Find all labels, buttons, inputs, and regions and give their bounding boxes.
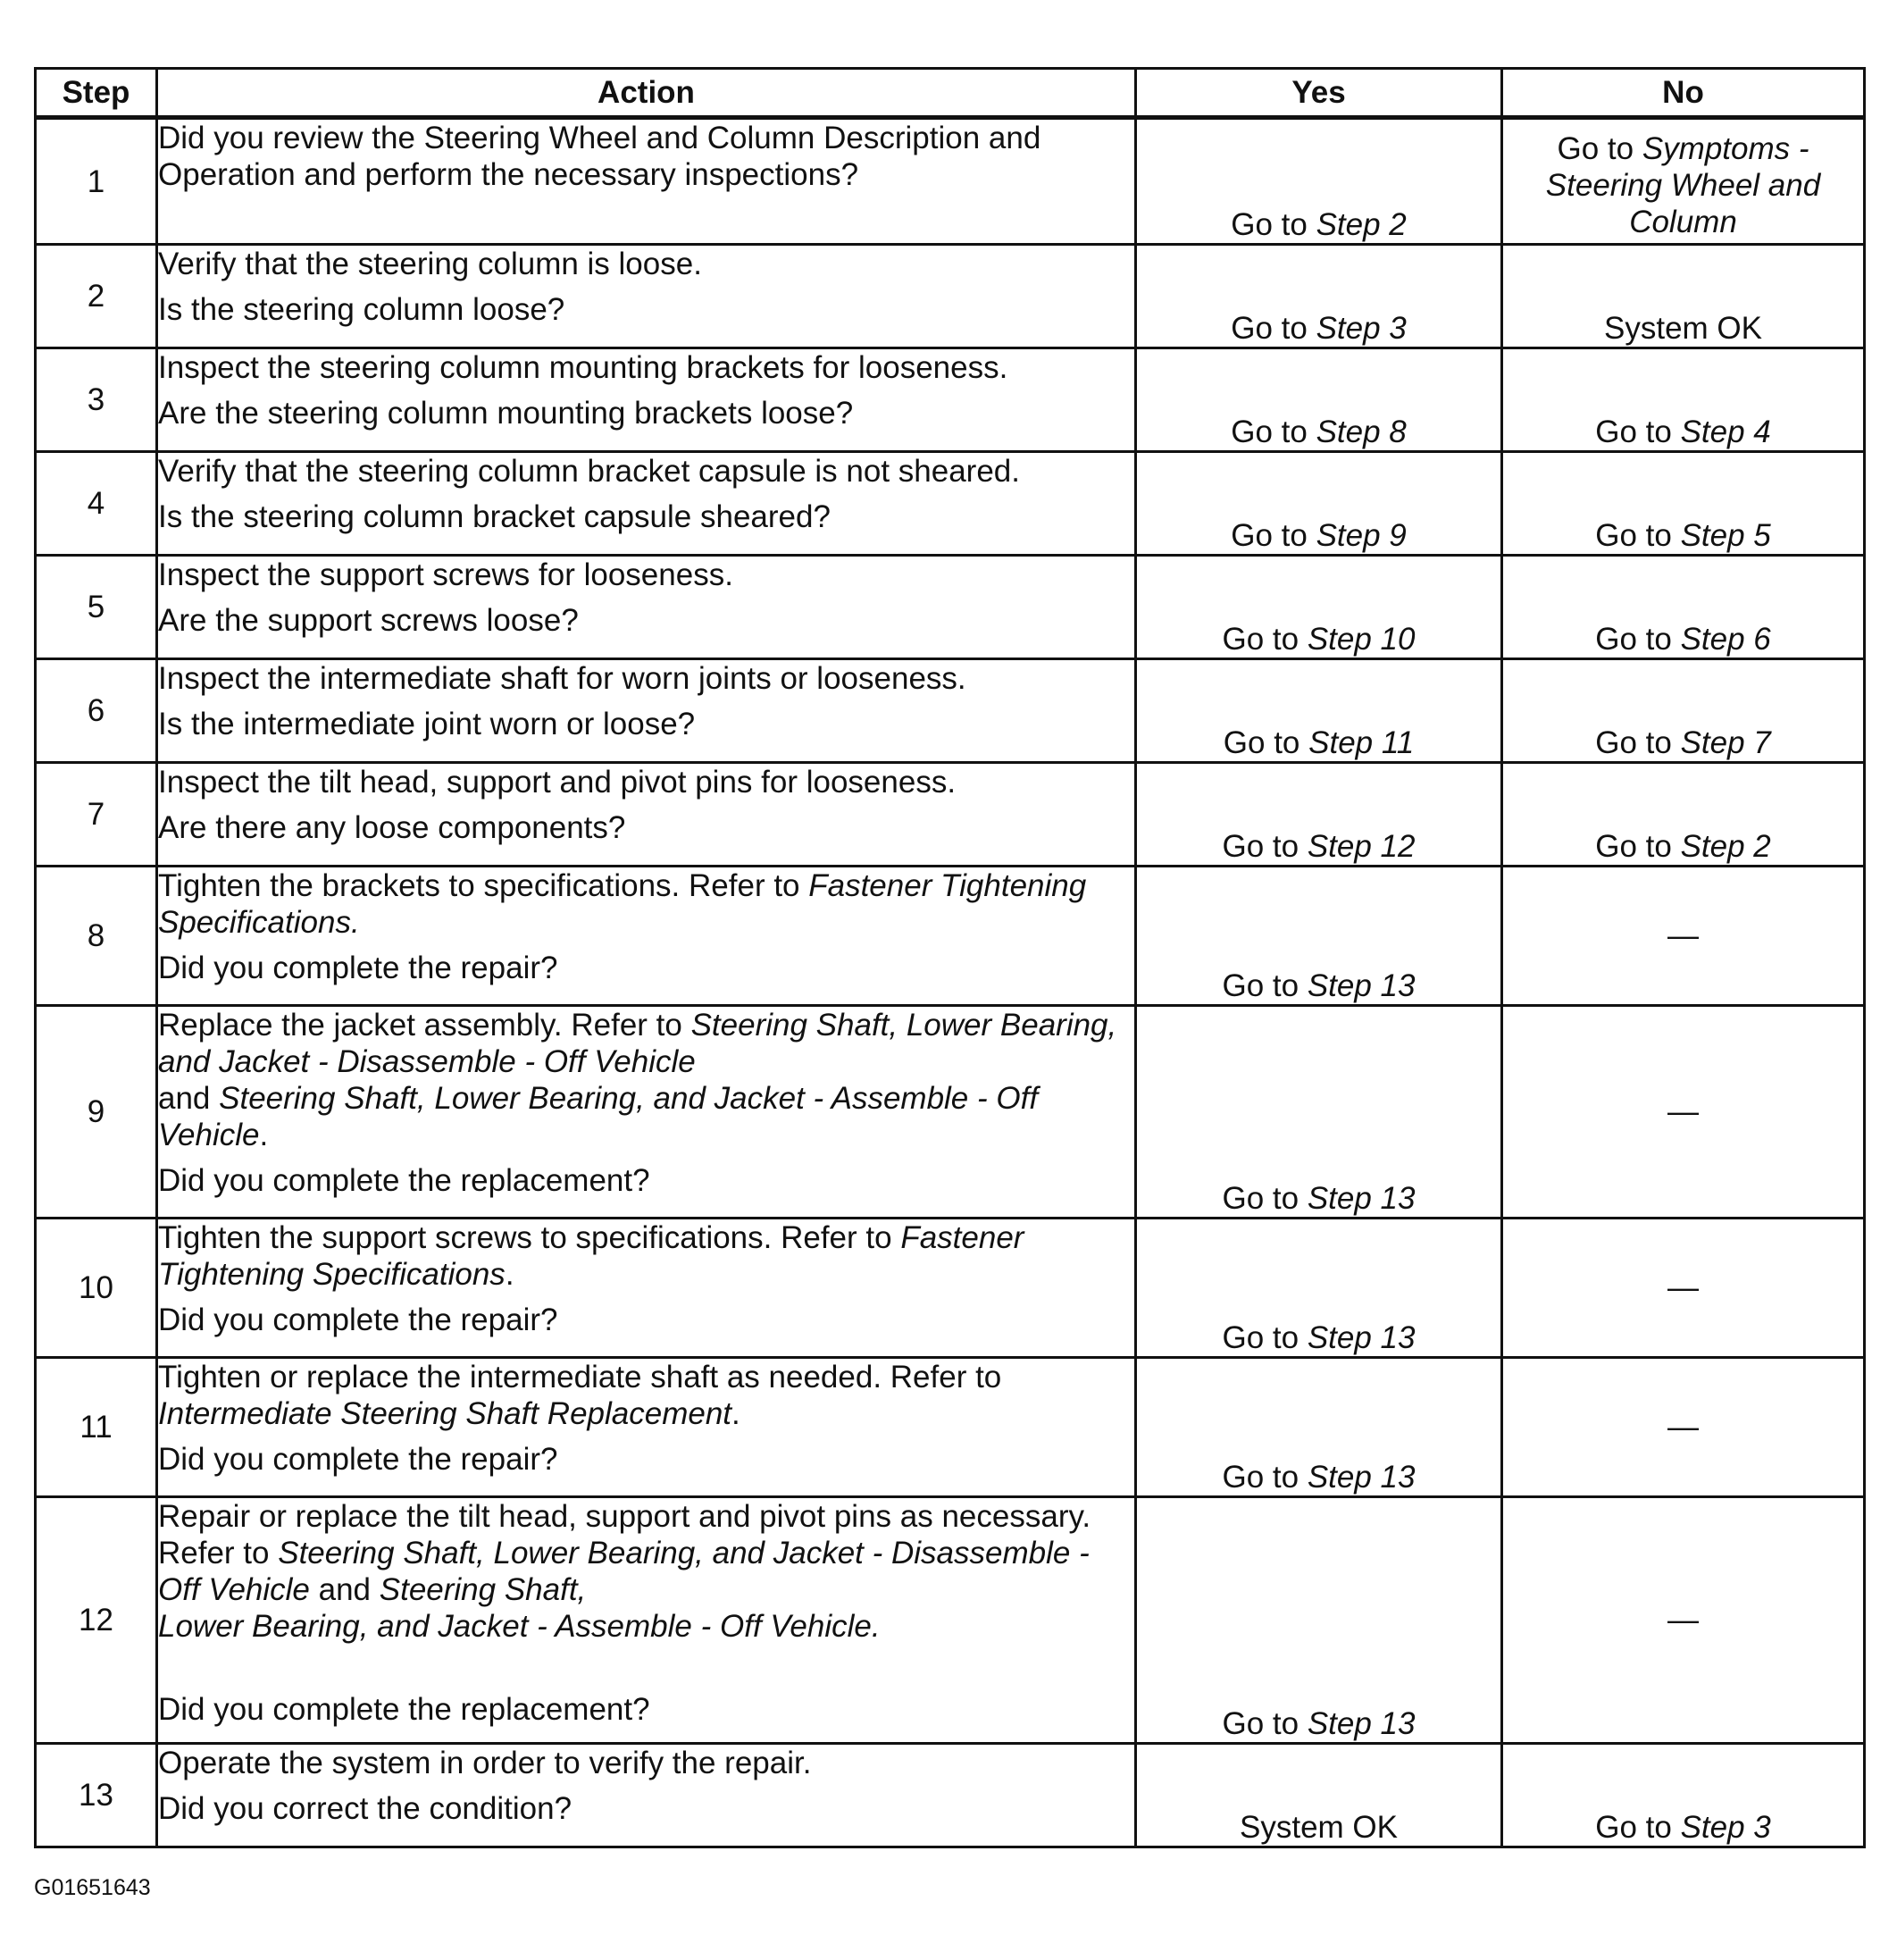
text-run: Tighten or replace the intermediate shaft as needed. Refer to	[158, 1360, 1002, 1395]
no-result	[1502, 1219, 1865, 1358]
reference-text: Step 12	[1307, 829, 1416, 864]
text-run: Did you complete the repair?	[158, 951, 558, 985]
text-run: Go to	[1231, 518, 1316, 553]
action-cell	[157, 1219, 1136, 1358]
text-run: Tighten the support screws to specifications. Refer to	[158, 1220, 901, 1255]
table-row	[36, 245, 1865, 348]
yes-result	[1136, 245, 1502, 348]
step-number: 10	[36, 1219, 157, 1358]
action-question	[158, 291, 1134, 328]
yes-result	[1136, 556, 1502, 659]
text-run: Repair or replace the tilt head, support and pivot pins as necessary. Refer to	[158, 1499, 1091, 1571]
reference-text: Step 9	[1316, 518, 1407, 553]
yes-result	[1136, 452, 1502, 556]
text-run: Go to	[1222, 829, 1308, 864]
step-number: 11	[36, 1358, 157, 1497]
action-instruction	[158, 1007, 1134, 1153]
text-run: Did you complete the replacement?	[158, 1163, 650, 1198]
reference-text: Steering Shaft, Lower Bearing, and Jacket - Disassemble - Off Vehicle	[158, 1008, 1117, 1079]
action-instruction	[158, 557, 1134, 593]
text-run: Inspect the support screws for looseness.	[158, 557, 733, 592]
text-run: Inspect the steering column mounting brackets for looseness.	[158, 350, 1008, 385]
step-number: 9	[36, 1006, 157, 1219]
action-instruction	[158, 349, 1134, 386]
action-cell	[157, 763, 1136, 867]
action-question	[158, 1302, 1134, 1338]
text-run: Go to	[1231, 207, 1316, 242]
table-row	[36, 1497, 1865, 1744]
no-result	[1502, 452, 1865, 556]
text-run: Go to	[1222, 1460, 1308, 1495]
reference-text: Steering Shaft, Lower Bearing, and Jacket - Assemble - Off Vehicle	[158, 1081, 1039, 1152]
yes-result	[1136, 118, 1502, 245]
text-run: Go to	[1595, 725, 1681, 760]
action-question	[158, 809, 1134, 846]
reference-text: Steering Shaft, Lower Bearing, and Jacket - Disassemble - Off Vehicle	[158, 1536, 1090, 1607]
no-result	[1502, 1358, 1865, 1497]
step-number: 6	[36, 659, 157, 763]
text-run: Replace the jacket assembly. Refer to	[158, 1008, 691, 1043]
text-run: —	[1667, 918, 1699, 953]
text-run: and	[158, 1081, 220, 1116]
action-cell	[157, 118, 1136, 245]
action-cell	[157, 1744, 1136, 1847]
text-run: Go to	[1557, 131, 1642, 166]
text-run: —	[1667, 1094, 1699, 1129]
text-run: —	[1667, 1603, 1699, 1638]
text-run: Verify that the steering column bracket capsule is not sheared.	[158, 454, 1020, 489]
action-instruction	[158, 1219, 1134, 1293]
text-run: Go to	[1595, 829, 1681, 864]
reference-text: Steering Shaft,	[379, 1572, 587, 1607]
text-run: Go to	[1595, 415, 1681, 449]
step-number: 13	[36, 1744, 157, 1847]
table-row	[36, 118, 1865, 245]
no-result	[1502, 1744, 1865, 1847]
reference-text: Step 13	[1307, 1706, 1416, 1741]
header-action: Action	[157, 69, 1136, 118]
text-run: Are the support screws loose?	[158, 603, 579, 638]
reference-text: Step 2	[1680, 829, 1771, 864]
action-question	[158, 1162, 1134, 1199]
yes-result	[1136, 1219, 1502, 1358]
text-run: Go to	[1222, 1320, 1308, 1355]
action-cell	[157, 1006, 1136, 1219]
text-run: Go to	[1231, 311, 1316, 346]
action-cell	[157, 1497, 1136, 1744]
reference-text: Step 13	[1307, 1460, 1416, 1495]
reference-text: Step 2	[1316, 207, 1407, 242]
text-run: Verify that the steering column is loose.	[158, 247, 702, 281]
diagnostic-table	[34, 67, 1866, 1848]
text-run: Go to	[1223, 725, 1309, 760]
action-instruction	[158, 453, 1134, 490]
header-row	[36, 69, 1865, 118]
header-step: Step	[36, 69, 157, 118]
text-run: Go to	[1222, 622, 1308, 657]
text-run: System OK	[1240, 1810, 1398, 1845]
reference-text: Intermediate Steering Shaft Replacement	[158, 1396, 732, 1431]
reference-text: Step 13	[1307, 1320, 1416, 1355]
text-run: Go to	[1222, 968, 1308, 1003]
action-question	[158, 395, 1134, 431]
action-instruction	[158, 1498, 1134, 1645]
text-run: Did you complete the repair?	[158, 1302, 558, 1337]
reference-text: Step 6	[1680, 622, 1771, 657]
text-run: and	[309, 1572, 380, 1607]
text-run: Go to	[1222, 1181, 1308, 1216]
reference-text: Fastener Tightening Specifications	[158, 1220, 1024, 1292]
reference-text: Lower Bearing, and Jacket - Assemble - Off Vehicle.	[158, 1609, 881, 1644]
text-run: Is the steering column loose?	[158, 292, 565, 327]
reference-text: Step 13	[1307, 968, 1416, 1003]
text-run: —	[1667, 1270, 1699, 1305]
reference-text: Step 5	[1680, 518, 1771, 553]
step-number: 5	[36, 556, 157, 659]
text-run: Go to	[1595, 1810, 1681, 1845]
action-cell	[157, 245, 1136, 348]
text-run: Go to	[1222, 1706, 1308, 1741]
text-run: Go to	[1595, 622, 1681, 657]
yes-result	[1136, 659, 1502, 763]
text-run: Inspect the tilt head, support and pivot pins for looseness.	[158, 765, 957, 800]
reference-text: Step 3	[1316, 311, 1407, 346]
reference-text: Step 4	[1680, 415, 1771, 449]
text-run: Is the steering column bracket capsule sheared?	[158, 499, 831, 534]
action-question	[158, 1790, 1134, 1827]
reference-text: Step 11	[1308, 725, 1415, 760]
no-result	[1502, 659, 1865, 763]
table-row	[36, 659, 1865, 763]
table-row	[36, 556, 1865, 659]
action-question	[158, 1441, 1134, 1478]
text-run: Are the steering column mounting brackets loose?	[158, 396, 854, 431]
text-run: Did you complete the repair?	[158, 1442, 558, 1477]
reference-text: Symptoms - Steering Wheel and Column	[1545, 131, 1821, 239]
yes-result	[1136, 1006, 1502, 1219]
step-number: 3	[36, 348, 157, 452]
table-row	[36, 1358, 1865, 1497]
step-number: 1	[36, 118, 157, 245]
action-cell	[157, 867, 1136, 1006]
yes-result	[1136, 1744, 1502, 1847]
reference-text: Step 10	[1307, 622, 1416, 657]
yes-result	[1136, 348, 1502, 452]
no-result	[1502, 867, 1865, 1006]
text-run: Did you correct the condition?	[158, 1791, 572, 1826]
no-result	[1502, 556, 1865, 659]
table-body	[36, 118, 1865, 1847]
no-result	[1502, 763, 1865, 867]
text-run: System OK	[1604, 311, 1762, 346]
no-result	[1502, 348, 1865, 452]
reference-text: Step 7	[1680, 725, 1771, 760]
text-run: .	[505, 1257, 514, 1292]
header-no: No	[1502, 69, 1865, 118]
table-row	[36, 1219, 1865, 1358]
action-cell	[157, 556, 1136, 659]
text-run: Go to	[1231, 415, 1316, 449]
table-row	[36, 763, 1865, 867]
table-row	[36, 348, 1865, 452]
action-instruction	[158, 764, 1134, 800]
table-row	[36, 867, 1865, 1006]
text-run: Did you review the Steering Wheel and Column Description and Operation and perform the necessary inspections?	[158, 121, 1041, 192]
reference-text: Step 3	[1680, 1810, 1771, 1845]
step-number: 2	[36, 245, 157, 348]
text-run: Did you complete the replacement?	[158, 1692, 650, 1727]
action-question	[158, 706, 1134, 742]
text-run: .	[731, 1396, 740, 1431]
step-number: 12	[36, 1497, 157, 1744]
no-result	[1502, 245, 1865, 348]
no-result	[1502, 1006, 1865, 1219]
action-instruction	[158, 246, 1134, 282]
table-row	[36, 452, 1865, 556]
action-cell	[157, 348, 1136, 452]
action-instruction	[158, 1359, 1134, 1432]
action-cell	[157, 1358, 1136, 1497]
action-cell	[157, 659, 1136, 763]
figure-id: G01651643	[34, 1875, 151, 1900]
no-result	[1502, 118, 1865, 245]
action-question	[158, 602, 1134, 639]
text-run: .	[259, 1118, 269, 1152]
reference-text: Fastener Tightening Specifications.	[158, 868, 1087, 940]
action-instruction	[158, 1745, 1134, 1781]
step-number: 7	[36, 763, 157, 867]
header-yes: Yes	[1136, 69, 1502, 118]
yes-result	[1136, 763, 1502, 867]
step-number: 8	[36, 867, 157, 1006]
action-instruction	[158, 867, 1134, 941]
text-run: Is the intermediate joint worn or loose?	[158, 707, 696, 741]
text-run: Are there any loose components?	[158, 810, 626, 845]
step-number: 4	[36, 452, 157, 556]
action-question	[158, 498, 1134, 535]
text-run: Go to	[1595, 518, 1681, 553]
no-result	[1502, 1497, 1865, 1744]
action-question	[158, 950, 1134, 986]
yes-result	[1136, 867, 1502, 1006]
table-row	[36, 1744, 1865, 1847]
action-cell	[157, 452, 1136, 556]
action-instruction	[158, 120, 1134, 193]
text-run: Operate the system in order to verify the repair.	[158, 1746, 812, 1780]
text-run: Inspect the intermediate shaft for worn joints or looseness.	[158, 661, 966, 696]
action-instruction	[158, 660, 1134, 697]
yes-result	[1136, 1497, 1502, 1744]
action-question	[158, 1691, 1134, 1728]
reference-text: Step 8	[1316, 415, 1407, 449]
table-row	[36, 1006, 1865, 1219]
reference-text: Step 13	[1307, 1181, 1416, 1216]
text-run: —	[1667, 1410, 1699, 1445]
text-run: Tighten the brackets to specifications. Refer to	[158, 868, 809, 903]
yes-result	[1136, 1358, 1502, 1497]
